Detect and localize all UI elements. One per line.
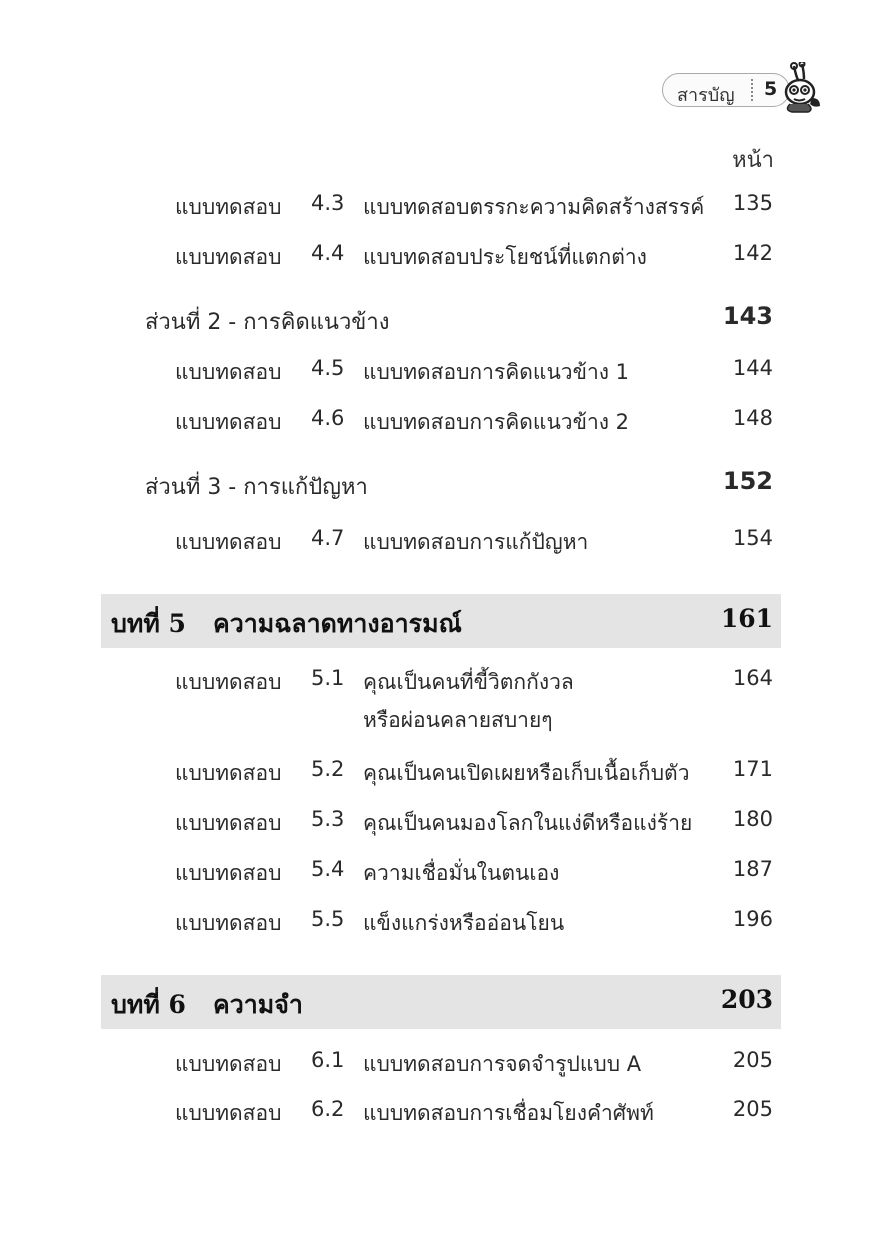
- chapter-title: ความฉลาดทางอารมณ์: [213, 609, 462, 638]
- toc-entry[interactable]: [0, 753, 874, 793]
- page-number: 5: [764, 78, 778, 100]
- entry-page: 148: [732, 406, 773, 430]
- entry-page: 205: [732, 1097, 773, 1121]
- entry-number: 4.4: [311, 241, 345, 265]
- chapter-label: บทที่ 5: [111, 609, 186, 638]
- section-title: ส่วนที่ 3 - การแก้ปัญหา: [145, 475, 368, 500]
- entry-number: 4.3: [311, 191, 345, 215]
- chapter-heading[interactable]: [101, 975, 781, 1029]
- entry-page: 187: [732, 857, 773, 881]
- entry-label: แบบทดสอบ: [175, 861, 282, 885]
- entry-page: 196: [732, 907, 773, 931]
- entry-number: 4.6: [311, 406, 345, 430]
- entry-label: แบบทดสอบ: [175, 410, 282, 434]
- entry-label: แบบทดสอบ: [175, 245, 282, 269]
- entry-page: 205: [732, 1048, 773, 1072]
- section-page: 152: [722, 467, 773, 495]
- toc-entry[interactable]: [0, 903, 874, 943]
- entry-page: 142: [732, 241, 773, 265]
- entry-title: แบบทดสอบการคิดแนวข้าง 1: [363, 360, 630, 384]
- entry-title: ความเชื่อมั่นในตนเอง: [363, 861, 560, 885]
- entry-number: 5.2: [311, 757, 345, 781]
- section-title: ส่วนที่ 2 - การคิดแนวข้าง: [145, 310, 390, 335]
- entry-number: 5.1: [311, 666, 345, 690]
- chapter-page: 161: [720, 604, 773, 633]
- entry-title: แข็งแกร่งหรืออ่อนโยน: [363, 911, 565, 935]
- toc-entry[interactable]: [0, 853, 874, 893]
- entry-page: 144: [732, 356, 773, 380]
- entry-page: 154: [732, 526, 773, 550]
- entry-title: แบบทดสอบการคิดแนวข้าง 2: [363, 410, 630, 434]
- entry-label: แบบทดสอบ: [175, 360, 282, 384]
- entry-title: คุณเป็นคนมองโลกในแง่ดีหรือแง่ร้าย: [363, 811, 693, 835]
- running-header-title: สารบัญ: [677, 85, 735, 106]
- entry-title: แบบทดสอบการแก้ปัญหา: [363, 530, 589, 554]
- toc-entry[interactable]: [0, 522, 874, 562]
- chapter-label: บทที่ 6: [111, 990, 186, 1019]
- entry-title: แบบทดสอบประโยชน์ที่แตกต่าง: [363, 245, 647, 269]
- entry-label: แบบทดสอบ: [175, 911, 282, 935]
- entry-label: แบบทดสอบ: [175, 530, 282, 554]
- toc-section[interactable]: [0, 467, 874, 507]
- entry-page: 135: [732, 191, 773, 215]
- header-divider: [751, 79, 753, 101]
- entry-number: 6.2: [311, 1097, 345, 1121]
- entry-label: แบบทดสอบ: [175, 1101, 282, 1125]
- entry-number: 5.4: [311, 857, 345, 881]
- entry-page: 164: [732, 666, 773, 690]
- chapter-heading[interactable]: [101, 594, 781, 648]
- toc-entry[interactable]: [0, 187, 874, 227]
- entry-title: แบบทดสอบการเชื่อมโยงคำศัพท์: [363, 1101, 654, 1125]
- mascot-icon: [778, 62, 824, 114]
- chapter-page: 203: [720, 985, 773, 1014]
- entry-number: 6.1: [311, 1048, 345, 1072]
- entry-label: แบบทดสอบ: [175, 670, 282, 694]
- page-column-label: หน้า: [732, 148, 774, 173]
- entry-page: 180: [732, 807, 773, 831]
- toc-entry[interactable]: [0, 1093, 874, 1133]
- entry-title: แบบทดสอบตรรกะความคิดสร้างสรรค์: [363, 195, 705, 219]
- toc-entry[interactable]: [0, 352, 874, 392]
- toc-entry[interactable]: [0, 662, 874, 742]
- running-header: [662, 73, 790, 107]
- toc-section[interactable]: [0, 302, 874, 342]
- chapter-title: ความจำ: [213, 990, 303, 1019]
- entry-number: 5.5: [311, 907, 345, 931]
- toc-entry[interactable]: [0, 1044, 874, 1084]
- entry-number: 4.5: [311, 356, 345, 380]
- toc-entry[interactable]: [0, 237, 874, 277]
- entry-title: คุณเป็นคนที่ขี้วิตกกังวล: [363, 670, 574, 694]
- entry-title-continued: หรือผ่อนคลายสบายๆ: [363, 708, 553, 732]
- entry-page: 171: [732, 757, 773, 781]
- entry-number: 4.7: [311, 526, 345, 550]
- entry-number: 5.3: [311, 807, 345, 831]
- section-page: 143: [722, 302, 773, 330]
- entry-label: แบบทดสอบ: [175, 811, 282, 835]
- entry-label: แบบทดสอบ: [175, 761, 282, 785]
- entry-title: คุณเป็นคนเปิดเผยหรือเก็บเนื้อเก็บตัว: [363, 761, 690, 785]
- entry-label: แบบทดสอบ: [175, 1052, 282, 1076]
- toc-entry[interactable]: [0, 803, 874, 843]
- entry-label: แบบทดสอบ: [175, 195, 282, 219]
- entry-title: แบบทดสอบการจดจำรูปแบบ A: [363, 1052, 642, 1076]
- toc-entry[interactable]: [0, 402, 874, 442]
